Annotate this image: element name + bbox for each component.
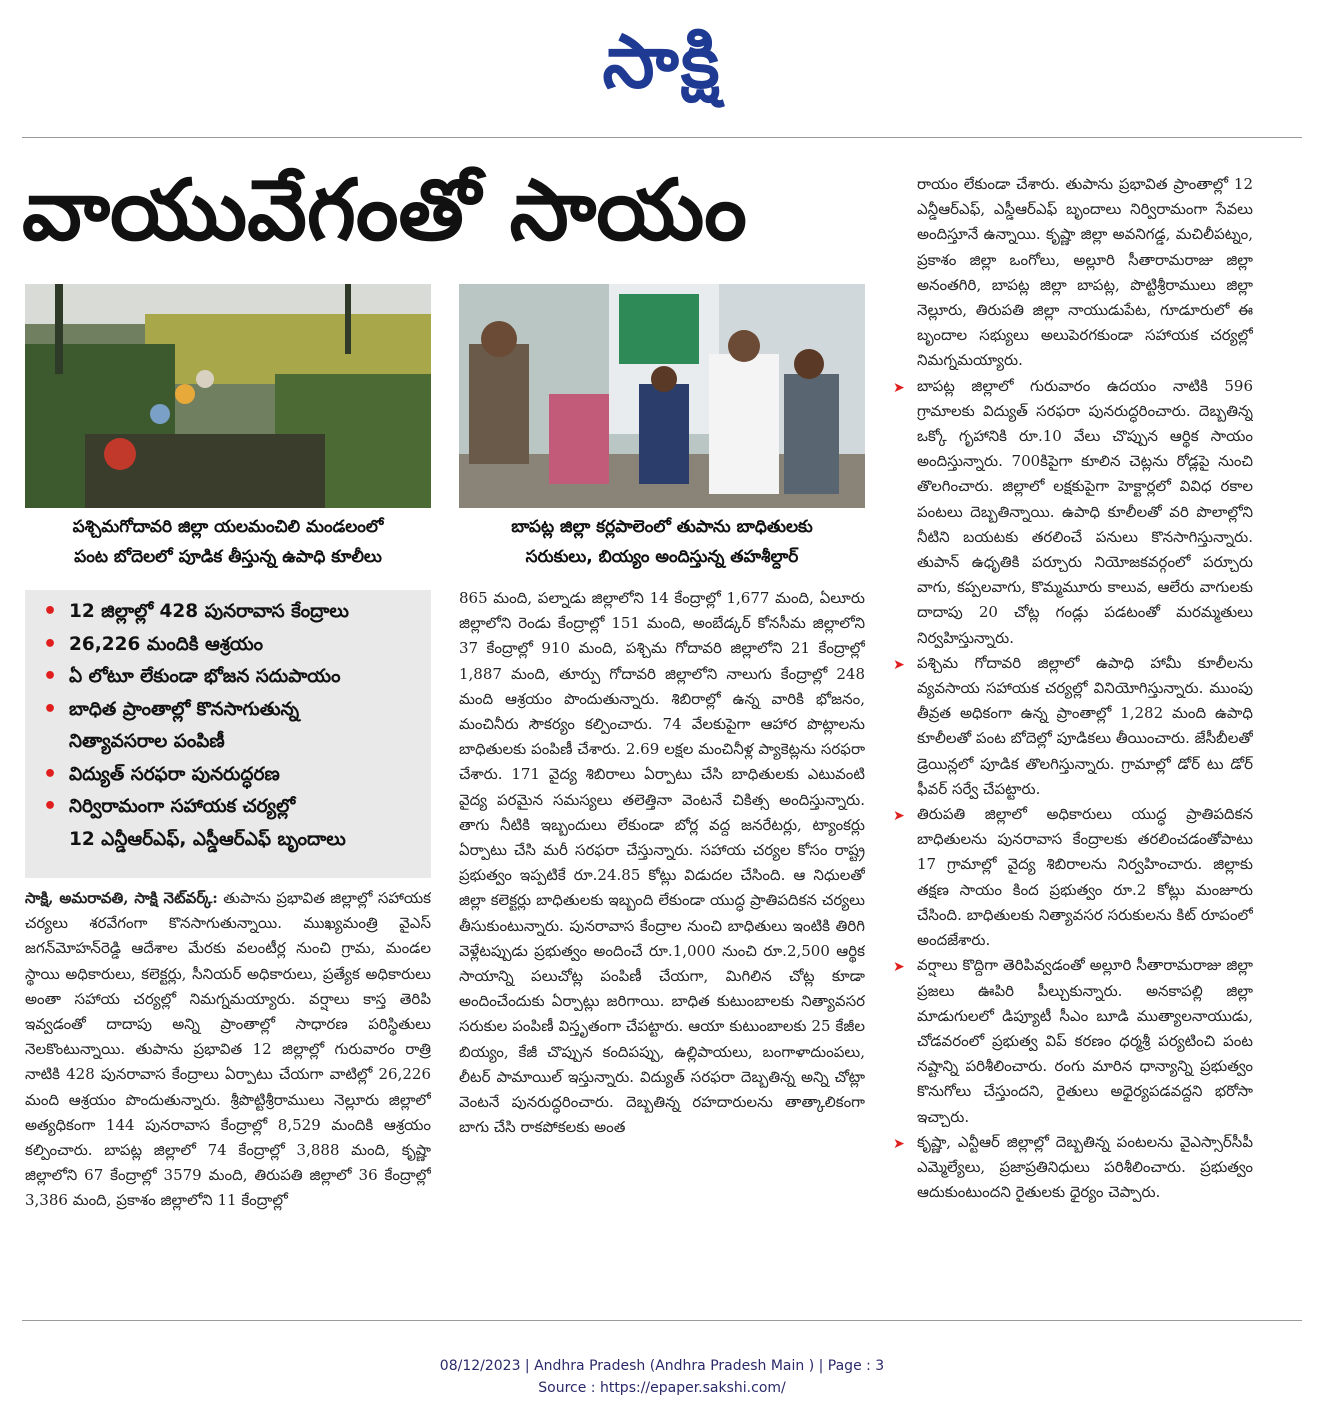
list-item: ➤ పశ్చిమ గోదావరి జిల్లాలో ఉపాధి హామీ కూలీలను వ్యవసాయ సహాయక చర్యల్లో వినియోగిస్తున్నారు. ముంపు తీవ్రత అధికంగా ఉన్న ప్రాంతాల్లో 1,282 మంది ఉపాధి కూలీలతో పంట బోదెల్లో పూడికలు తీయించారు. జేసీబీలతో డ్రెయిన్లలో పూడిక తొలగిస్తున్నారు. గ్రామాల్లో డోర్ టు డోర్ ఫీవర్ సర్వే చేపట్టారు. — [893, 653, 1253, 798]
highlight-item: • 26,226 మందికి ఆశ్రయం — [25, 629, 431, 662]
masthead-divider — [22, 137, 1302, 138]
bullet-icon: • — [43, 599, 58, 624]
caption-line: సరుకులు, బియ్యం అందిస్తున్న తహశీల్దార్ — [525, 547, 799, 567]
highlight-item: • విద్యుత్ సరఫరా పునరుద్ధరణ — [25, 759, 431, 792]
dateline: సాక్షి, అమరావతి, సాక్షి నెట్‌వర్క్: — [25, 889, 218, 907]
arrow-bullet-icon: ➤ — [893, 959, 905, 976]
footer-divider — [22, 1320, 1302, 1321]
bullet-icon: • — [43, 631, 58, 657]
list-item: ➤ బాపట్ల జిల్లాలో గురువారం ఉదయం నాటికి 596 గ్రామాలకు విద్యుత్ సరఫరా పునరుద్ధరించారు. దెబ్బతిన్న ఒక్కో గృహానికి రూ.10 వేలు చొప్పున ఆర్థిక సాయం అందిస్తున్నారు. 700కిపైగా కూలిన చెట్లను రోడ్లపై నుంచి తొలగించారు. జిల్లాలో లక్షకుపైగా హెక్టార్లలో వివిధ రకాల పంటలు దెబ్బతిన్నాయి. ఉపాధి కూలీలతో వరి పొలాల్లోని నీటిని బయటకు తరలించే పనులు కొనసాగిస్తున్నారు. తుపాన్ ఉధృతికి పర్చూరు నియోజకవర్గంలో పర్చూరు వాగు, కప్పలవాగు, కొమ్మమూరు కాలువ, ఆలేరు వాగులకు దాదాపు 20 చోట్ల గండ్లు పడటంతో మరమ్మతులు నిర్వహిస్తున్నారు. — [893, 376, 1253, 647]
bullet-icon: • — [43, 696, 58, 722]
caption-line: బాపట్ల జిల్లా కర్లపాలెంలో తుపాను బాధితులకు — [511, 517, 813, 537]
arrow-bullet-icon: ➤ — [893, 656, 905, 673]
article-text: 865 మంది, పల్నాడు జిల్లాలోని 14 కేంద్రాల్లో 1,677 మంది, ఏలూరు జిల్లాలోని రెండు కేంద్రాల్లో 151 మంది, అంబేడ్కర్ కోనసీమ జిల్లాలోని 37 కేంద్రాల్లో 910 మంది, పశ్చిమ గోదావరి జిల్లాలోని 21 కేంద్రాల్లో 1,887 మంది, తూర్పు గోదావరి జిల్లాలోని నాలుగు కేంద్రాల్లో 248 మంది ఆశ్రయం పొందుతున్నారు. శిబిరాల్లో ఉన్న వారికి భోజనం, మంచినీరు సౌకర్యం కల్పించారు. 74 వేలకుపైగా ఆహార పొట్లాలను బాధితులకు పంపిణీ చేశారు. 2.69 లక్షల మంచినీళ్ల ప్యాకెట్లను సరఫరా చేశారు. 171 వైద్య శిబిరాలు ఏర్పాటు చేసి బాధితులకు ఎటువంటి వైద్య పరమైన సమస్యలు తలెత్తినా వెంటనే చికిత్స అందిస్తున్నారు. తాగు నీటికి ఇబ్బందులు లేకుండా బోర్ల వద్ద జనరేటర్లు, ట్యాంకర్లు ఏర్పాటు చేసి మరీ సరఫరా చేస్తున్నారు. సహాయ చర్యల కోసం రాష్ట్ర ప్రభుత్వం ఇప్పటికే రూ.24.85 కోట్లు విడుదల చేసింది. ఆ నిధులతో జిల్లా కలెక్టర్లు బాధితులకు ఇబ్బంది లేకుండా యుద్ధ ప్రాతిపదికన చర్యలు తీసుకుంటున్నారు. పునరావాస కేంద్రాల నుంచి బాధితులు ఇంటికి తిరిగి వెళ్లేటప్పుడు ప్రభుత్వం అందించే రూ.1,000 నుంచి రూ.2,500 ఆర్థిక సాయాన్ని పలుచోట్ల పంపిణీ చేయగా, మిగిలిన చోట్ల కూడా అందించేందుకు ఏర్పాట్లు జరిగాయి. బాధిత కుటుంబాలకు నిత్యావసర సరుకుల పంపిణీ విస్తృతంగా చేపట్టారు. ఆయా కుటుంబాలకు 25 కేజీల బియ్యం, కేజీ చొప్పున కందిపప్పు, ఉల్లిపాయలు, బంగాళాదుంపలు, లీటర్ పామాయిల్ ఇస్తున్నారు. విద్యుత్ సరఫరా దెబ్బతిన్న అన్ని చోట్లా వెంటనే పునరుద్ధరించారు. దెబ్బతిన్న రహదారులను తాత్కాలికంగా బాగు చేసి రాకపోకలకు అంత — [459, 589, 865, 1137]
highlight-item: • బాధిత ప్రాంతాల్లో కొనసాగుతున్న నిత్యావసరాల పంపిణీ — [25, 694, 431, 759]
headline: వాయువేగంతో సాయం — [22, 161, 747, 259]
list-item: ➤ వర్షాలు కొద్దిగా తెరిపివ్వడంతో అల్లూరి సీతారామరాజు జిల్లా ప్రజలు ఊపిరి పీల్చుకున్నారు. అనకాపల్లి జిల్లా మాడుగులలో డిప్యూటీ సీఎం బూడి ముత్యాలనాయుడు, చోడవరంలో ప్రభుత్వ విప్ కరణం ధర్మశ్రీ పర్యటించి పంట నష్టాన్ని పరిశీలించారు. రంగు మారిన ధాన్యాన్ని ప్రభుత్వం కొనుగోలు చేస్తుందని, రైతులు అధైర్యపడవద్దని భరోసా ఇచ్చారు. — [893, 956, 1253, 1126]
highlight-item: • నిర్విరామంగా సహాయక చర్యల్లో 12 ఎన్డీఆర్ఎఫ్, ఎస్డీఆర్ఎఫ్ బృందాలు — [25, 791, 431, 856]
article-text: రాయం లేకుండా చేశారు. తుపాను ప్రభావిత ప్రాంతాల్లో 12 ఎన్డీఆర్ఎఫ్, ఎస్డీఆర్ఎఫ్ బృందాలు నిర్విరామంగా సేవలు అందిస్తూనే ఉన్నాయి. కృష్ణా జిల్లా అవనిగడ్డ, మచిలీపట్నం, ప్రకాశం జిల్లా ఒంగోలు, అల్లూరి సీతారామరాజు జిల్లా అనంతగిరి, బాపట్ల జిల్లా బాపట్ల, పొట్టిశ్రీరాములు జిల్లా నెల్లూరు, తిరుపతి జిల్లా నాయుడుపేట, గూడూరులో ఈ బృందాల సభ్యులు అలుపెరగకుండా సహాయక చర్యల్లో నిమగ్నమయ్యారు. — [917, 175, 1253, 370]
article-column-1 — [25, 886, 431, 1306]
list-item: ➤ తిరుపతి జిల్లాలో అధికారులు యుద్ధ ప్రాతిపదికన బాధితులను పునరావాస కేంద్రాలకు తరలించడంతోపాటు 17 గ్రామాల్లో వైద్య శిబిరాలను నిర్వహించారు. జిల్లాకు తక్షణ సాయం కింద ప్రభుత్వం రూ.2 కోట్లు మంజూరు చేసింది. బాధితులకు నిత్యావసర సరుకులను కిట్ రూపంలో అందజేశారు. — [893, 805, 1253, 950]
arrow-bullet-icon: ➤ — [893, 808, 905, 825]
bullet-icon: • — [43, 761, 58, 787]
footer-source-link[interactable]: Source : https://epaper.sakshi.com/ — [538, 1380, 786, 1396]
caption-line: పంట బోదెలలో పూడిక తీస్తున్న ఉపాధి కూలీలు — [74, 547, 382, 567]
arrow-bullet-icon: ➤ — [893, 379, 905, 396]
bullet-icon: • — [43, 664, 58, 689]
highlights-box — [25, 590, 431, 878]
masthead — [0, 0, 1324, 130]
article-column-2 — [459, 586, 865, 1306]
highlight-item: • 12 జిల్లాల్లో 428 పునరావాస కేంద్రాలు — [25, 596, 431, 629]
footer-info: 08/12/2023 | Andhra Pradesh (Andhra Pradesh Main ) | Page : 3 — [439, 1358, 885, 1374]
list-item: ➤ కృష్ణా, ఎన్టీఆర్ జిల్లాల్లో దెబ్బతిన్న పంటలను వైఎస్సార్‌సీపీ ఎమ్మెల్యేలు, ప్రజాప్రతినిధులు పరిశీలించారు. ప్రభుత్వం ఆదుకుంటుందని రైతులకు ధైర్యం చెప్పారు. — [893, 1132, 1253, 1202]
article-column-3 — [893, 172, 1253, 1306]
photo-field-workers — [25, 284, 431, 508]
photo-caption-1 — [25, 512, 431, 572]
bullet-icon: • — [43, 794, 58, 819]
article-text: తుపాను ప్రభావిత జిల్లాల్లో సహాయక చర్యలు శరవేగంగా కొనసాగుతున్నాయి. ముఖ్యమంత్రి వైఎస్ జగన్‌మోహన్‌రెడ్డి ఆదేశాల మేరకు వలంటీర్ల నుంచి గ్రామ, మండల స్థాయి అధికారులు, కలెక్టర్లు, సీనియర్ అధికారులు, ప్రత్యేక అధికారులు అంతా సహాయ చర్యల్లో నిమగ్నమయ్యారు. వర్షాలు కాస్త తెరిపి ఇవ్వడంతో దాదాపు అన్ని ప్రాంతాల్లో సాధారణ పరిస్థితులు నెలకొంటున్నాయి. తుపాను ప్రభావిత 12 జిల్లాల్లో గురువారం రాత్రి నాటికి 428 పునరావాస కేంద్రాలు ఏర్పాటు చేయగా వాటిల్లో 26,226 మంది ఆశ్రయం పొందుతున్నారు. శ్రీపొట్టిశ్రీరాములు నెల్లూరు జిల్లాలో అత్యధికంగా 144 పునరావాస కేంద్రాల్లో 8,529 మందికి ఆశ్రయం కల్పించారు. బాపట్ల జిల్లాలో 74 కేంద్రాల్లో 3,888 మంది, కృష్ణా జిల్లాలోని 67 కేంద్రాల్లో 3579 మంది, తిరుపతి జిల్లాలో 36 కేంద్రాల్లో 3,386 మంది, ప్రకాశం జిల్లాలోని 11 కేంద్రాల్లో — [25, 889, 431, 1210]
caption-line: పశ్చిమగోదావరి జిల్లా యలమంచిలి మండలంలో — [72, 517, 384, 537]
photo-relief-distribution — [459, 284, 865, 508]
photo-caption-2 — [459, 512, 865, 572]
highlight-item: • ఏ లోటూ లేకుండా భోజన సదుపాయం — [25, 661, 431, 694]
sakshi-logo: సాక్షి — [602, 19, 722, 105]
arrow-bullet-icon: ➤ — [893, 1135, 905, 1152]
